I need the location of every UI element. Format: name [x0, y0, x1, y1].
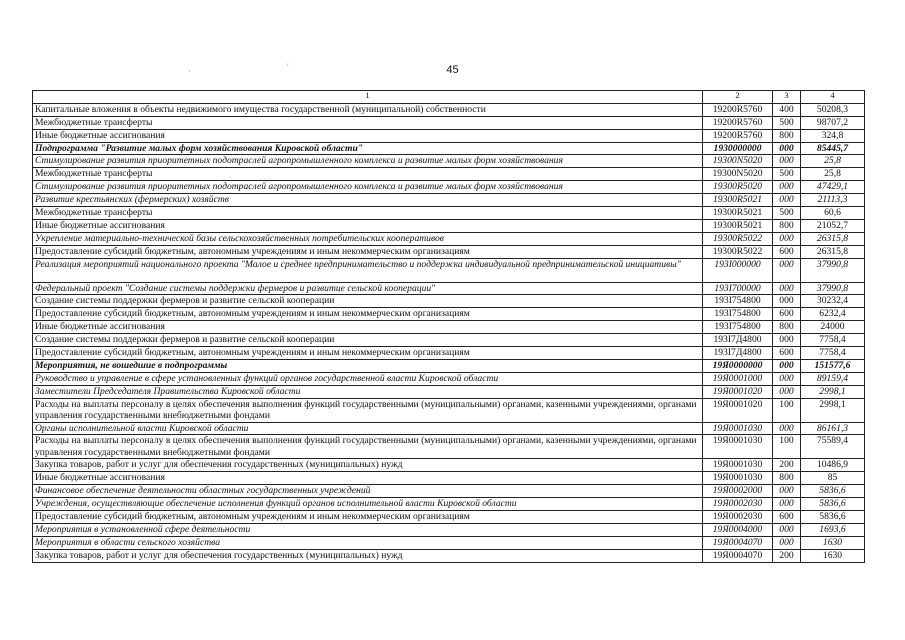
table-header-row	[33, 91, 865, 104]
row-code: 19Я0000000	[703, 359, 773, 372]
row-code: 19Я0002000	[703, 485, 773, 498]
row-code: 1930000000	[703, 142, 773, 155]
row-name: Предоставление субсидий бюджетным, автономным учреждениям и иным некоммерческим организациям	[33, 511, 703, 524]
row-amount: 37990,8	[801, 258, 865, 282]
row-type: 000	[773, 485, 801, 498]
row-amount: 60,6	[801, 207, 865, 220]
table-row	[33, 422, 865, 435]
row-code: 19300R5021	[703, 207, 773, 220]
row-name: Подпрограмма "Развитие малых форм хозяйствования Кировской области"	[33, 142, 703, 155]
row-type: 100	[773, 435, 801, 459]
row-code: 193I7Д4800	[703, 334, 773, 347]
row-name: Стимулирование развития приоритетных подотраслей агропромышленного комплекса и развитие малых форм хозяйствования	[33, 181, 703, 194]
table-row	[33, 129, 865, 142]
row-amount: 6232,4	[801, 308, 865, 321]
table-row	[33, 372, 865, 385]
row-code: 19300R5022	[703, 232, 773, 245]
row-amount: 25,8	[801, 168, 865, 181]
row-type: 000	[773, 282, 801, 295]
table-row	[33, 347, 865, 360]
row-code: 19Я0004000	[703, 523, 773, 536]
row-code: 19200R5760	[703, 103, 773, 116]
table-row	[33, 155, 865, 168]
table-row	[33, 219, 865, 232]
row-code: 19Я0002030	[703, 498, 773, 511]
row-type: 000	[773, 258, 801, 282]
row-amount: 2998,1	[801, 398, 865, 422]
row-type: 500	[773, 207, 801, 220]
row-name: Реализация мероприятий национального проекта "Малое и среднее предпринимательство и поддержка индивидуальной предпринимательской инициативы"	[33, 258, 703, 282]
row-amount: 1630	[801, 549, 865, 562]
row-type: 000	[773, 295, 801, 308]
row-name: Развитие крестьянских (фермерских) хозяйств	[33, 194, 703, 207]
row-code: 19200R5760	[703, 116, 773, 129]
row-code: 19Я0004070	[703, 549, 773, 562]
row-name: Заместители Председателя Правительства Кировской области	[33, 385, 703, 398]
table-row	[33, 258, 865, 282]
table-row	[33, 549, 865, 562]
row-type: 000	[773, 334, 801, 347]
row-amount: 85	[801, 472, 865, 485]
row-amount: 5836,6	[801, 511, 865, 524]
row-type: 500	[773, 116, 801, 129]
row-type: 000	[773, 385, 801, 398]
column-header: 1	[33, 91, 703, 104]
table-row	[33, 536, 865, 549]
table-row	[33, 181, 865, 194]
row-code: 19300N5020	[703, 168, 773, 181]
row-name: Иные бюджетные ассигнования	[33, 321, 703, 334]
table-row	[33, 321, 865, 334]
row-type: 000	[773, 523, 801, 536]
table-row	[33, 295, 865, 308]
row-amount: 324,8	[801, 129, 865, 142]
row-code: 193I754800	[703, 321, 773, 334]
scan-speck: ·	[188, 66, 191, 76]
row-code: 19Я0001030	[703, 422, 773, 435]
row-name: Органы исполнительной власти Кировской области	[33, 422, 703, 435]
row-type: 000	[773, 422, 801, 435]
row-name: Капитальные вложения в объекты недвижимого имущества государственной (муниципальной) собственности	[33, 103, 703, 116]
table-row	[33, 194, 865, 207]
row-type: 800	[773, 219, 801, 232]
row-code: 19300R5021	[703, 219, 773, 232]
table-row	[33, 207, 865, 220]
row-amount: 98707,2	[801, 116, 865, 129]
row-type: 800	[773, 321, 801, 334]
table-row	[33, 498, 865, 511]
row-name: Мероприятия в установленной сфере деятельности	[33, 523, 703, 536]
row-amount: 21113,3	[801, 194, 865, 207]
row-amount: 26315,8	[801, 245, 865, 258]
row-name: Расходы на выплаты персоналу в целях обеспечения выполнения функций государственными (муниципальными) органами, казенными учреждениями, органами управления государственными внебюджетными фондами	[33, 435, 703, 459]
row-name: Закупка товаров, работ и услуг для обеспечения государственных (муниципальных) нужд	[33, 459, 703, 472]
row-type: 000	[773, 232, 801, 245]
row-type: 400	[773, 103, 801, 116]
table-row	[33, 435, 865, 459]
row-type: 500	[773, 168, 801, 181]
row-name: Закупка товаров, работ и услуг для обеспечения государственных (муниципальных) нужд	[33, 549, 703, 562]
row-name: Финансовое обеспечение деятельности областных государственных учреждений	[33, 485, 703, 498]
row-amount: 47429,1	[801, 181, 865, 194]
row-code: 193I754800	[703, 295, 773, 308]
row-name: Иные бюджетные ассигнования	[33, 129, 703, 142]
row-code: 19Я0001020	[703, 398, 773, 422]
page-number: 45	[446, 64, 459, 76]
row-type: 000	[773, 498, 801, 511]
row-amount: 50208,3	[801, 103, 865, 116]
row-type: 800	[773, 129, 801, 142]
row-code: 193I000000	[703, 258, 773, 282]
row-code: 19300R5021	[703, 194, 773, 207]
row-type: 800	[773, 472, 801, 485]
table-row	[33, 459, 865, 472]
row-amount: 75589,4	[801, 435, 865, 459]
row-name: Учреждения, осуществляющие обеспечение исполнения функций органов исполнительной власти Кировской области	[33, 498, 703, 511]
row-code: 19Я0001030	[703, 472, 773, 485]
table-row	[33, 472, 865, 485]
row-amount: 89159,4	[801, 372, 865, 385]
row-code: 19300N5020	[703, 155, 773, 168]
table-row	[33, 334, 865, 347]
scan-speck: '	[287, 62, 289, 72]
row-type: 100	[773, 398, 801, 422]
row-amount: 7758,4	[801, 347, 865, 360]
row-amount: 5836,6	[801, 485, 865, 498]
row-amount: 7758,4	[801, 334, 865, 347]
row-name: Расходы на выплаты персоналу в целях обеспечения выполнения функций государственными (муниципальными) органами, казенными учреждениями, органами управления государственными внебюджетными фондами	[33, 398, 703, 422]
row-type: 200	[773, 549, 801, 562]
row-type: 600	[773, 245, 801, 258]
row-amount: 25,8	[801, 155, 865, 168]
row-code: 19Я0001030	[703, 435, 773, 459]
table-row	[33, 168, 865, 181]
row-type: 600	[773, 308, 801, 321]
table-row	[33, 232, 865, 245]
row-type: 000	[773, 359, 801, 372]
row-amount: 86161,3	[801, 422, 865, 435]
row-amount: 151577,6	[801, 359, 865, 372]
row-name: Руководство и управление в сфере установленных функций органов государственной власти Кировской области	[33, 372, 703, 385]
row-type: 000	[773, 181, 801, 194]
row-code: 193I7Д4800	[703, 347, 773, 360]
row-name: Предоставление субсидий бюджетным, автономным учреждениям и иным некоммерческим организациям	[33, 347, 703, 360]
row-code: 19Я0001000	[703, 372, 773, 385]
row-amount: 2998,1	[801, 385, 865, 398]
column-header: 2	[703, 91, 773, 104]
table-row	[33, 385, 865, 398]
table-row	[33, 103, 865, 116]
row-amount: 24000	[801, 321, 865, 334]
table-row	[33, 116, 865, 129]
row-amount: 85445,7	[801, 142, 865, 155]
row-name: Межбюджетные трансферты	[33, 207, 703, 220]
table-row	[33, 308, 865, 321]
row-type: 600	[773, 511, 801, 524]
row-name: Иные бюджетные ассигнования	[33, 472, 703, 485]
row-name: Укрепление материально-технической базы сельскохозяйственных потребительских кооперативов	[33, 232, 703, 245]
row-amount: 5836,6	[801, 498, 865, 511]
row-name: Мероприятия в области сельского хозяйства	[33, 536, 703, 549]
row-amount: 1630	[801, 536, 865, 549]
row-name: Создание системы поддержки фермеров и развитие сельской кооперации	[33, 295, 703, 308]
budget-table	[32, 90, 865, 563]
row-name: Создание системы поддержки фермеров и развитие сельской кооперации	[33, 334, 703, 347]
row-name: Межбюджетные трансферты	[33, 116, 703, 129]
row-type: 000	[773, 194, 801, 207]
row-amount: 10486,9	[801, 459, 865, 472]
row-amount: 21052,7	[801, 219, 865, 232]
column-header: 4	[801, 91, 865, 104]
row-code: 19Я0002030	[703, 511, 773, 524]
row-amount: 1693,6	[801, 523, 865, 536]
row-type: 600	[773, 347, 801, 360]
row-code: 193I754800	[703, 308, 773, 321]
row-name: Мероприятия, не вошедшие в подпрограммы	[33, 359, 703, 372]
table-row	[33, 398, 865, 422]
column-header: 3	[773, 91, 801, 104]
table-row	[33, 282, 865, 295]
row-name: Межбюджетные трансферты	[33, 168, 703, 181]
row-amount: 37990,8	[801, 282, 865, 295]
table-row	[33, 359, 865, 372]
table-row	[33, 142, 865, 155]
row-type: 000	[773, 142, 801, 155]
row-amount: 30232,4	[801, 295, 865, 308]
row-code: 19Я0001030	[703, 459, 773, 472]
table-row	[33, 245, 865, 258]
row-type: 200	[773, 459, 801, 472]
table-row	[33, 523, 865, 536]
table-row	[33, 485, 865, 498]
row-name: Федеральный проект "Создание системы поддержки фермеров и развитие сельской кооперации"	[33, 282, 703, 295]
row-code: 193I700000	[703, 282, 773, 295]
row-type: 000	[773, 536, 801, 549]
row-name: Стимулирование развития приоритетных подотраслей агропромышленного комплекса и развитие малых форм хозяйствования	[33, 155, 703, 168]
row-type: 000	[773, 155, 801, 168]
row-amount: 26315,8	[801, 232, 865, 245]
row-code: 19Я0004070	[703, 536, 773, 549]
table-row	[33, 511, 865, 524]
row-code: 19300R5020	[703, 181, 773, 194]
row-code: 19Я0001020	[703, 385, 773, 398]
row-name: Предоставление субсидий бюджетным, автономным учреждениям и иным некоммерческим организациям	[33, 245, 703, 258]
row-code: 19200R5760	[703, 129, 773, 142]
row-name: Предоставление субсидий бюджетным, автономным учреждениям и иным некоммерческим организациям	[33, 308, 703, 321]
row-type: 000	[773, 372, 801, 385]
row-name: Иные бюджетные ассигнования	[33, 219, 703, 232]
row-code: 19300R5022	[703, 245, 773, 258]
